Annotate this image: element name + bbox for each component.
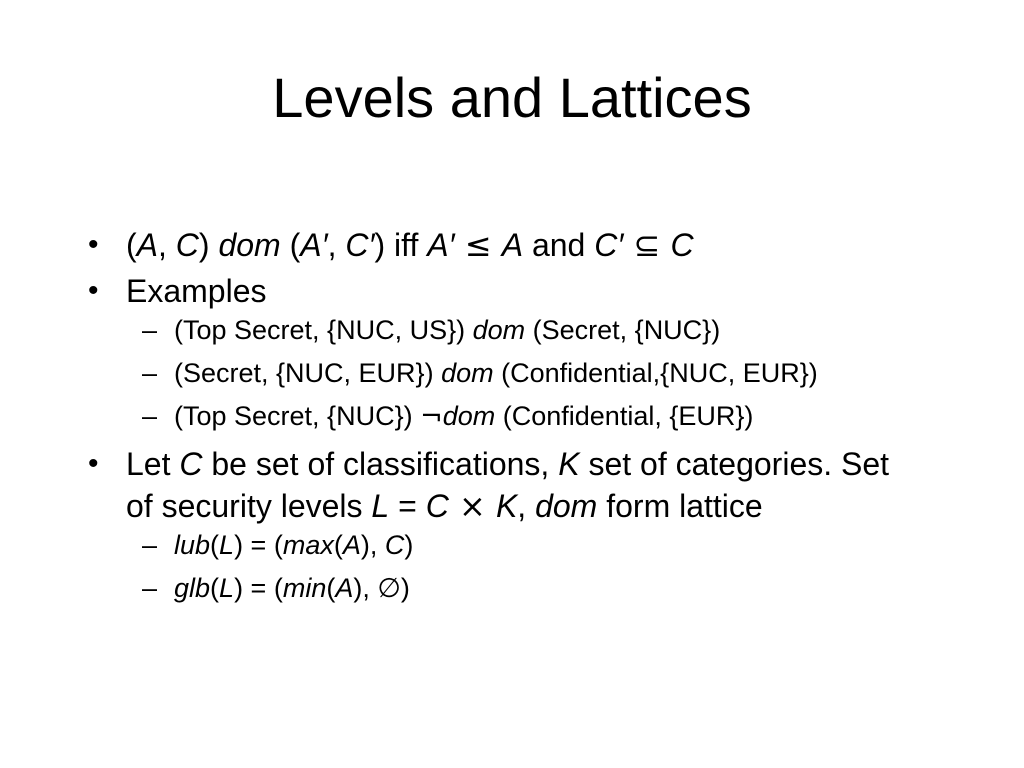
math-var: C′ bbox=[345, 227, 375, 263]
math-var: C bbox=[175, 227, 199, 263]
text: (Top Secret, {NUC}) bbox=[174, 401, 421, 431]
math-var: A bbox=[136, 227, 158, 263]
bullet-marker: • bbox=[88, 447, 99, 480]
bullet-marker: • bbox=[88, 274, 99, 307]
math-var: K bbox=[558, 446, 580, 482]
dash-marker: – bbox=[142, 315, 158, 345]
math-var: C bbox=[670, 227, 694, 263]
text: , bbox=[158, 227, 176, 263]
example-item-2 bbox=[128, 357, 924, 390]
text: ( bbox=[126, 227, 137, 263]
math-fn: glb bbox=[174, 573, 211, 603]
times-symbol: × bbox=[448, 487, 496, 525]
bullet-marker: • bbox=[88, 228, 99, 261]
math-var: K bbox=[495, 488, 518, 524]
leq-symbol: ≤ bbox=[454, 226, 502, 264]
dom-term: dom bbox=[442, 401, 496, 431]
math-fn: lub bbox=[174, 530, 211, 560]
text: ), bbox=[353, 573, 378, 603]
examples-label: Examples bbox=[126, 273, 267, 309]
examples-list bbox=[126, 314, 924, 433]
dash-marker: – bbox=[142, 401, 158, 431]
text: ) = ( bbox=[234, 573, 283, 603]
math-var: C bbox=[384, 530, 405, 560]
math-var: C bbox=[425, 488, 449, 524]
math-var: A bbox=[501, 227, 524, 263]
text: be set of classifications, bbox=[202, 446, 559, 482]
text: ) iff bbox=[374, 227, 428, 263]
math-var: A′ bbox=[300, 227, 328, 263]
text: ( bbox=[280, 227, 301, 263]
text: (Top Secret, {NUC, US}) bbox=[174, 315, 473, 345]
math-var: A′ bbox=[427, 227, 455, 263]
text: set of categories. Set of security levels bbox=[126, 446, 890, 524]
math-var: L bbox=[219, 530, 235, 560]
dash-marker: – bbox=[142, 358, 158, 388]
text: ), bbox=[360, 530, 385, 560]
text: , bbox=[327, 227, 346, 263]
negation-symbol: ¬ bbox=[420, 401, 443, 432]
math-fn: max bbox=[282, 530, 334, 560]
text: (Confidential, {EUR}) bbox=[495, 401, 754, 431]
text: ) = ( bbox=[234, 530, 283, 560]
dash-marker: – bbox=[142, 530, 158, 560]
text: = bbox=[389, 488, 426, 524]
bullet-examples bbox=[84, 270, 924, 433]
math-var: A bbox=[335, 573, 354, 603]
text: ( bbox=[210, 530, 220, 560]
bullet-dom-definition bbox=[84, 224, 924, 266]
bullet-list bbox=[84, 224, 924, 615]
text: ) bbox=[400, 573, 410, 603]
text: and bbox=[523, 227, 595, 263]
subseteq-symbol: ⊆ bbox=[623, 226, 671, 264]
math-var: L bbox=[371, 488, 390, 524]
lattice-bounds-list bbox=[126, 529, 924, 605]
dash-marker: – bbox=[142, 573, 158, 603]
example-item-1 bbox=[128, 314, 924, 347]
dom-term: dom bbox=[535, 488, 598, 524]
text: ) bbox=[198, 227, 219, 263]
bullet-lattice bbox=[84, 443, 924, 605]
dom-term: dom bbox=[218, 227, 281, 263]
text: , bbox=[517, 488, 536, 524]
slide-title: Levels and Lattices bbox=[272, 66, 752, 129]
text: (Secret, {NUC, EUR}) bbox=[174, 358, 442, 388]
text: ( bbox=[326, 573, 336, 603]
lub-item bbox=[128, 529, 924, 562]
math-var: C′ bbox=[594, 227, 624, 263]
empty-set-symbol: ∅ bbox=[377, 573, 401, 604]
glb-item bbox=[128, 572, 924, 605]
text: ) bbox=[404, 530, 414, 560]
text: (Confidential,{NUC, EUR}) bbox=[493, 358, 818, 388]
math-var: A bbox=[342, 530, 361, 560]
text: (Secret, {NUC}) bbox=[525, 315, 721, 345]
math-var: L bbox=[219, 573, 235, 603]
text: form lattice bbox=[597, 488, 763, 524]
math-fn: min bbox=[282, 573, 327, 603]
text: ( bbox=[333, 530, 343, 560]
dom-term: dom bbox=[441, 358, 494, 388]
math-var: C bbox=[179, 446, 203, 482]
text: ( bbox=[210, 573, 220, 603]
example-item-3 bbox=[128, 400, 924, 433]
dom-term: dom bbox=[472, 315, 526, 345]
text: Let bbox=[126, 446, 180, 482]
